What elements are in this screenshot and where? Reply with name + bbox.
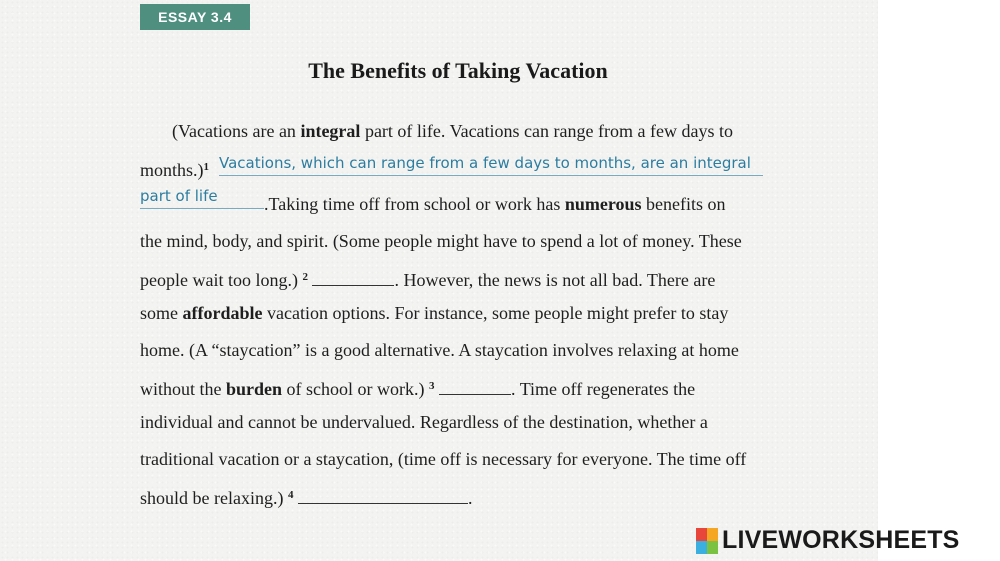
logo-square-orange (707, 528, 718, 541)
text: part of life. Vacations can range from a few days to (360, 121, 733, 141)
liveworksheets-icon (696, 528, 718, 554)
essay-line-1 (140, 120, 733, 142)
text: vacation options. For instance, some people might prefer to stay (262, 303, 729, 323)
essay-line-11 (140, 484, 472, 509)
blank-number-2: 2 (302, 271, 308, 283)
essay-line-6 (140, 302, 728, 324)
text: without the (140, 379, 226, 399)
text: should be relaxing.) (140, 488, 288, 508)
essay-badge: ESSAY 3.4 (140, 4, 250, 30)
logo-square-red (696, 528, 707, 541)
essay-line-2 (140, 156, 209, 181)
liveworksheets-logo (696, 526, 960, 555)
text: . Time off regenerates the (511, 379, 696, 399)
answer-field-1-line-1[interactable]: Vacations, which can range from a few days to months, are an integral (219, 151, 763, 176)
text: . (467, 488, 473, 508)
bold-word-integral: integral (300, 121, 361, 141)
bold-word-burden: burden (226, 379, 283, 399)
essay-line-7: home. (A “staycation” is a good alternative. A staycation involves relaxing at home (140, 340, 739, 360)
text: some (140, 303, 183, 323)
essay-line-3 (264, 193, 726, 215)
bold-word-affordable: affordable (182, 303, 263, 323)
text: people wait too long.) (140, 270, 303, 290)
text: .Taking time off from school or work has (264, 194, 565, 214)
essay-line-5 (140, 266, 715, 291)
text: (Vacations are an (172, 121, 301, 141)
essay-title: The Benefits of Taking Vacation (308, 58, 608, 83)
answer-field-2[interactable] (312, 271, 394, 286)
answer-field-1-line-2[interactable]: part of life (140, 184, 264, 209)
blank-number-4: 4 (287, 489, 294, 501)
liveworksheets-wordmark: LIVEWORKSHEETS (722, 526, 960, 554)
essay-line-4: the mind, body, and spirit. (Some people might have to spend a lot of money. These (140, 231, 742, 251)
blank-number-1: 1 (203, 161, 210, 173)
text: of school or work.) (282, 379, 430, 399)
text: months.) (140, 160, 204, 180)
essay-line-9: individual and cannot be undervalued. Regardless of the destination, whether a (140, 412, 708, 432)
logo-square-blue (696, 541, 707, 554)
text: benefits on (641, 194, 726, 214)
answer-field-3[interactable] (439, 380, 511, 395)
answer-field-4[interactable] (298, 489, 468, 504)
logo-square-green (707, 541, 718, 554)
bold-word-numerous: numerous (564, 194, 642, 214)
essay-line-10: traditional vacation or a staycation, (time off is necessary for everyone. The time off (140, 449, 747, 469)
text: . However, the news is not all bad. There are (394, 270, 716, 290)
essay-line-8 (140, 375, 695, 400)
blank-number-3: 3 (429, 380, 435, 392)
